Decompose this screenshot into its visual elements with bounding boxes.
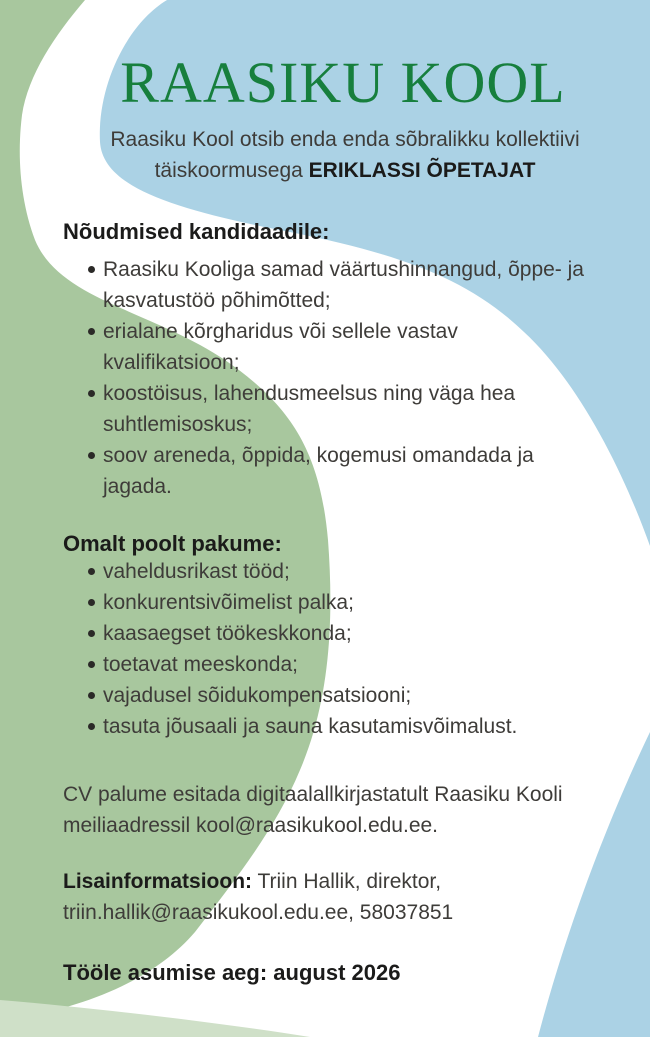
list-item-line: kaasaegset töökeskkonda; [103, 622, 352, 645]
list-item-line: kasvatustöö põhimõtted; [103, 289, 331, 312]
list-item [63, 680, 517, 711]
list-item-line: kvalifikatsioon; [103, 351, 240, 374]
list-item-line: koostöisus, lahendusmeelsus ning väga hea [103, 382, 516, 405]
list-item [63, 556, 517, 587]
list-item [63, 618, 517, 649]
list-item-line: soov areneda, õppida, kogemusi omandada ja [103, 444, 534, 467]
list-item [63, 711, 517, 742]
list-item-line: Raasiku Kooliga samad väärtushinnangud, õppe- ja [103, 258, 584, 281]
list-item-line: erialane kõrgharidus või sellele vastav [103, 320, 458, 343]
offers-list [63, 556, 517, 742]
list-item-line: vaheldusrikast tööd; [103, 560, 290, 583]
offers-heading: Omalt poolt pakume: [63, 531, 282, 556]
cv-note-line-1: CV palume esitada digitaalallkirjastatult Raasiku Kooli [63, 783, 563, 806]
list-item [63, 587, 517, 618]
contact-line-1 [63, 866, 453, 897]
job-position-title: ERIKLASSI ÕPETAJAT [308, 159, 536, 182]
list-item-line: toetavat meeskonda; [103, 653, 298, 676]
list-item [63, 378, 584, 440]
list-item-line: vajadusel sõidukompensatsiooni; [103, 684, 412, 707]
list-item [63, 440, 584, 502]
list-item-line: jagada. [103, 475, 172, 498]
intro-line-2-prefix: täiskoormusega [154, 159, 309, 182]
list-item [63, 649, 517, 680]
cv-note-line-2: meiliaadressil kool@raasikukool.edu.ee. [63, 814, 439, 837]
start-date-line: Tööle asumise aeg: august 2026 [63, 960, 401, 985]
school-title: RAASIKU KOOL [120, 50, 566, 115]
list-item [63, 316, 584, 378]
list-item-line: suhtlemisoskus; [103, 413, 253, 436]
list-item-line: tasuta jõusaali ja sauna kasutamisvõimalust. [103, 715, 518, 738]
intro-line-2 [40, 155, 650, 186]
intro-text [0, 124, 650, 186]
contact-info [63, 866, 453, 928]
contact-person: Triin Hallik, direktor, [252, 870, 442, 893]
requirements-list [63, 254, 584, 502]
requirements-heading: Nõudmised kandidaadile: [63, 219, 330, 244]
list-item [63, 254, 584, 316]
intro-line-1: Raasiku Kool otsib enda enda sõbralikku kollektiivi [110, 128, 580, 151]
contact-line-2: triin.hallik@raasikukool.edu.ee, 58037851 [63, 901, 454, 924]
list-item-line: konkurentsivõimelist palka; [103, 591, 354, 614]
cv-submission-note [63, 779, 563, 841]
contact-label: Lisainformatsioon: [63, 870, 253, 893]
